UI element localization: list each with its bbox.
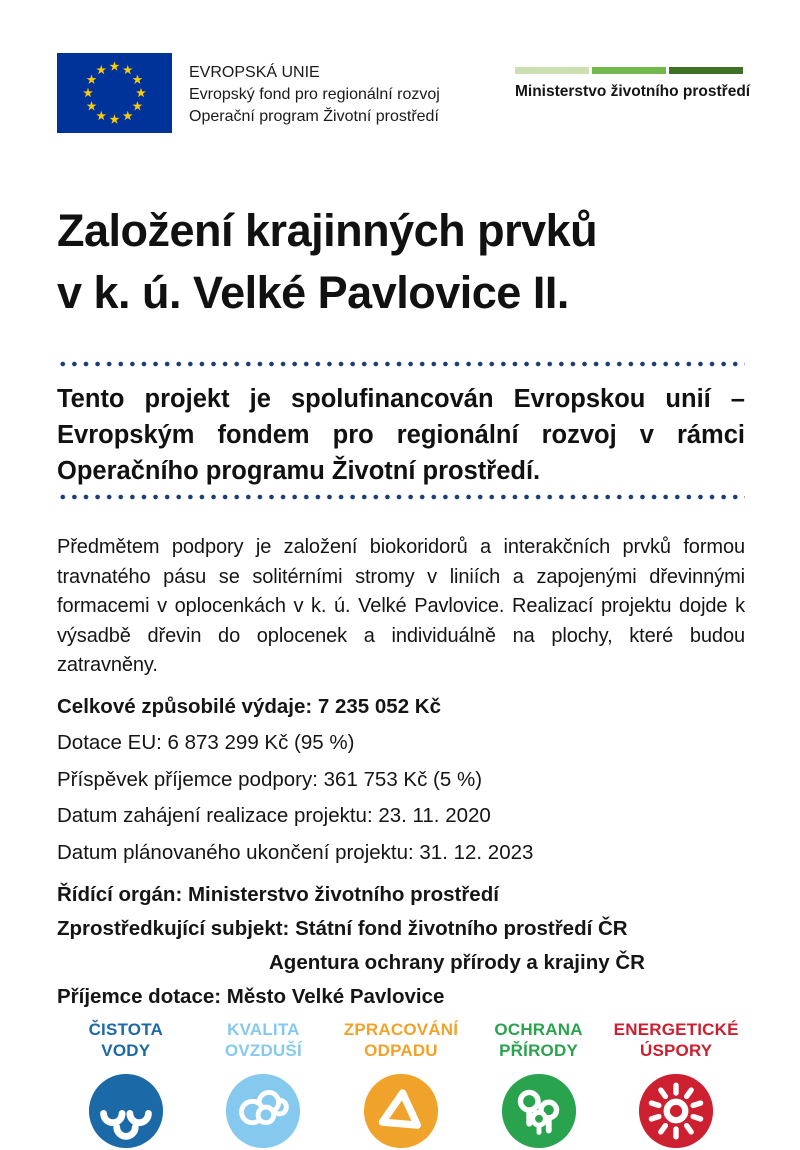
page-title-line2: v k. ú. Velké Pavlovice II. [57, 267, 569, 318]
eu-line-union: EVROPSKÁ UNIE [189, 64, 320, 81]
footer-col-water [57, 1019, 195, 1150]
nature-trees-icon [500, 1072, 578, 1150]
ministry-logo-block [515, 53, 751, 101]
footer-col-waste [332, 1019, 470, 1150]
energy-sun-icon [637, 1072, 715, 1150]
waste-label: ZPRACOVÁNÍ ODPADU [343, 1020, 459, 1060]
eu-program-lines [189, 53, 440, 128]
ministry-label: Ministerstvo životního prostředí [515, 83, 751, 100]
bodies-block [57, 878, 745, 1014]
intermediate-subject-2: Agentura ochrany přírody a krajiny ČR [269, 951, 645, 974]
energy-label: ENERGETICKÉ ÚSPORY [613, 1020, 739, 1060]
dotted-separator-top [57, 361, 745, 367]
footer-col-air [195, 1019, 333, 1150]
ministry-bar-dark [669, 67, 743, 74]
dotted-separator-bottom [57, 494, 745, 500]
date-start: Datum zahájení realizace projektu: 23. 11. 2020 [57, 804, 491, 827]
ministry-bars-icon [515, 67, 743, 74]
nature-label: OCHRANA PŘÍRODY [494, 1020, 583, 1060]
page-title-line1: Založení krajinných prvků [57, 205, 598, 256]
managing-authority: Řídící orgán: Ministerstvo životního prostředí [57, 883, 499, 906]
eu-flag-icon [57, 53, 172, 133]
page-title [57, 200, 745, 324]
water-label: ČISTOTA VODY [88, 1020, 164, 1060]
finance-block [57, 689, 745, 799]
cofinance-statement: Tento projekt je spolufinancován Evropskou unií – Evropským fondem pro regionální rozvoj v rámci Operačního programu Životní prostředí. [57, 385, 745, 485]
ministry-bar-light [515, 67, 589, 74]
water-icon [87, 1072, 165, 1150]
grant-recipient: Příjemce dotace: Město Velké Pavlovice [57, 985, 445, 1008]
eu-logo-block [57, 53, 440, 133]
footer-col-nature [470, 1019, 608, 1150]
air-label: KVALITA OVZDUŠÍ [224, 1020, 302, 1060]
air-cloud-icon [224, 1072, 302, 1150]
finance-beneficiary: Příspěvek příjemce podpory: 361 753 Kč (5 %) [57, 767, 483, 791]
ministry-bar-mid [592, 67, 666, 74]
project-description: Předmětem podpory je založení biokoridorů a interakčních prvků formou travnatého pásu se solitérními stromy v liniích a zapojenými dřevinnými formacemi v oplocenkách v k. ú. Velké Pavlovice. Realizací projektu dojde k výsadbě dřevin do oplocenek a individuálně na plochy, které budou zatravněny. [57, 536, 745, 676]
footer-pictograms [57, 1019, 745, 1150]
footer-col-energy [607, 1019, 745, 1150]
eu-line-fund: Evropský fond pro regionální rozvoj [189, 86, 440, 103]
finance-eu-grant: Dotace EU: 6 873 299 Kč (95 %) [57, 731, 355, 754]
eu-line-program: Operační program Životní prostředí [189, 108, 439, 125]
header [57, 0, 751, 133]
date-end: Datum plánovaného ukončení projektu: 31. 12. 2023 [57, 840, 534, 864]
dates-block [57, 798, 745, 871]
waste-triangle-icon [362, 1072, 440, 1150]
finance-total: Celkové způsobilé výdaje: 7 235 052 Kč [57, 694, 441, 718]
intermediate-subject: Zprostředkující subjekt: Státní fond životního prostředí ČR [57, 917, 628, 940]
